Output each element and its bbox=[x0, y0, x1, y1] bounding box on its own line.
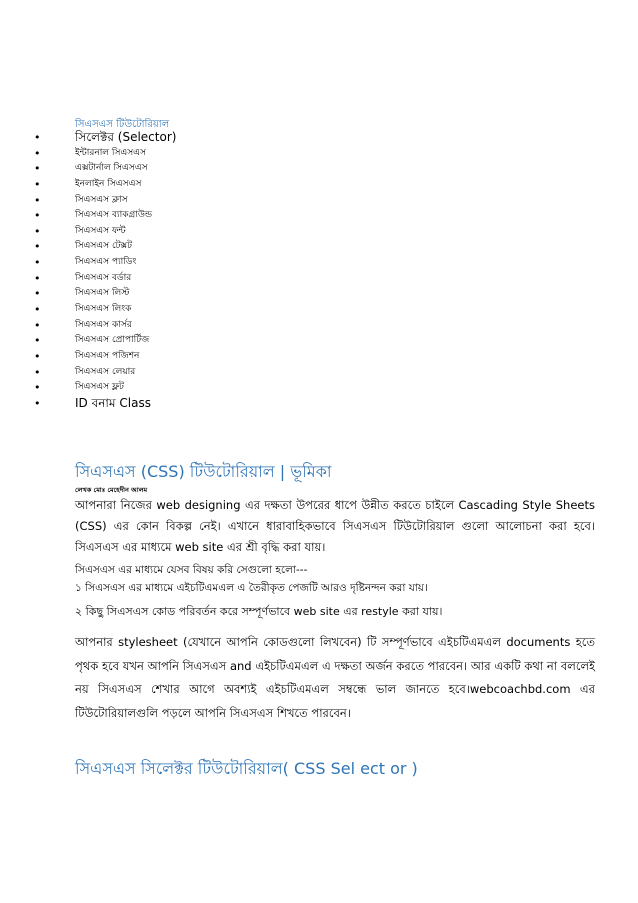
toc-list bbox=[0, 130, 560, 412]
toc-item bbox=[0, 271, 560, 287]
toc-item bbox=[0, 161, 560, 177]
toc-item bbox=[0, 349, 560, 365]
closing-paragraph: আপনার stylesheet (যেখানে আপনি কোডগুলো লিখবেন) টি সম্পূর্ণভাবে এইচটিএমএল documents হতে পৃথক হবে যখন আপনি সিএসএস and এইচটিএমএল এ দক্ষতা অর্জন করতে পারবেন। আর একটি কথা না বললেই নয় সিএসএস শেখার আগে অবশ্যই এইচটিএমএল সম্বন্ধে ভাল জানতে হবে।webcoachbd.com এর টিউটোরিয়ালগুলি পড়লে আপনি সিএসএস শিখতে পারবেন। bbox=[75, 635, 595, 720]
toc-item-label: সিএসএস লিংক bbox=[75, 304, 132, 315]
toc-item-label: সিলেক্টর (Selector) bbox=[75, 130, 177, 144]
author-line: লেখক মোঃ মেহেদীন আলম bbox=[75, 486, 148, 494]
toc-item bbox=[0, 208, 560, 224]
feature-point-1: ১ সিএসএস এর মাধ্যমে এইচটিএমএল এ তৈরীকৃত পেজটি আরও দৃষ্টিনন্দন করা যায়। bbox=[75, 582, 428, 594]
list-intro-text: সিএসএস এর মাধ্যমে যেসব বিষয় করি সেগুলো হলো--- bbox=[75, 564, 308, 576]
bullet-icon: • bbox=[34, 365, 41, 379]
bullet-icon: • bbox=[34, 177, 41, 191]
toc-item-label: সিএসএস লিস্ট bbox=[75, 288, 130, 299]
bullet-icon: • bbox=[34, 256, 41, 270]
bullet-icon: • bbox=[34, 349, 41, 363]
toc-item bbox=[0, 380, 560, 396]
bullet-icon: • bbox=[34, 209, 41, 223]
toc-item bbox=[0, 365, 560, 381]
bullet-icon: • bbox=[34, 287, 41, 301]
toc-item-label: সিএসএস ক্লাস bbox=[75, 194, 128, 205]
feature-point-2: ২ কিছু সিএসএস কোড পরিবর্তন করে সম্পূর্ণভাবে web site এর restyle করা যায়। bbox=[75, 605, 443, 618]
toc-item bbox=[0, 130, 560, 146]
toc-item-label: সিএসএস ব্যাকগ্রাউন্ড bbox=[75, 210, 153, 221]
toc-item-label: ID বনাম Class bbox=[75, 395, 151, 410]
toc-item-label: সিএসএস পজিশন bbox=[75, 350, 140, 361]
toc-item bbox=[0, 224, 560, 240]
toc-item-label: সিএসএস ফ্লট bbox=[75, 382, 124, 393]
toc-item-label: ইন্টারনাল সিএসএস bbox=[75, 147, 146, 158]
bullet-icon: • bbox=[34, 131, 41, 144]
toc-item-label: সিএসএস টেক্সট bbox=[75, 241, 133, 252]
bullet-icon: • bbox=[34, 146, 41, 160]
toc-item bbox=[0, 302, 560, 318]
toc-title: সিএসএস টিউটোরিয়াল bbox=[75, 119, 170, 130]
toc-item-label: সিএসএস বর্ডার bbox=[75, 272, 132, 283]
toc-item bbox=[0, 239, 560, 255]
toc-item-label: সিএসএস ফন্ট bbox=[75, 225, 126, 236]
toc-item-label: সিএসএস প্যাডিং bbox=[75, 257, 137, 268]
bullet-icon: • bbox=[34, 224, 41, 238]
intro-paragraph: আপনারা নিজের web designing এর দক্ষতা উপরের ধাপে উন্নীত করতে চাইলে Cascading Style Sheets (CSS) এর কোন বিকল্প নেই। এখানে ধারাবাহিকভাবে সিএসএস টিউটোরিয়াল গুলো আলোচনা করা হবে। সিএসএস এর মাধ্যমে web site এর শ্রী বৃদ্ধি করা যায়। bbox=[75, 498, 595, 554]
toc-item bbox=[0, 396, 560, 412]
bullet-icon: • bbox=[34, 318, 41, 332]
toc-item-label: সিএসএস কার্সর bbox=[75, 319, 132, 330]
bullet-icon: • bbox=[34, 303, 41, 317]
bullet-icon: • bbox=[34, 193, 41, 207]
bullet-icon: • bbox=[34, 396, 41, 410]
toc-item-label: সিএসএস লেয়ার bbox=[75, 366, 136, 377]
toc-item bbox=[0, 146, 560, 162]
section-heading-selector: সিএসএস সিলেক্টর টিউটোরিয়াল( CSS Sel ect or ) bbox=[75, 759, 418, 778]
bullet-icon: • bbox=[34, 162, 41, 176]
bullet-icon: • bbox=[34, 271, 41, 285]
toc-item bbox=[0, 333, 560, 349]
toc-item-label: এক্সটার্নাল সিএসএস bbox=[75, 163, 148, 174]
section-heading-intro: সিএসএস (CSS) টিউটোরিয়াল | ভূমিকা bbox=[75, 462, 332, 481]
toc-item bbox=[0, 286, 560, 302]
bullet-icon: • bbox=[34, 381, 41, 395]
bullet-icon: • bbox=[34, 240, 41, 254]
bullet-icon: • bbox=[34, 334, 41, 348]
toc-item bbox=[0, 177, 560, 193]
toc-item bbox=[0, 193, 560, 209]
toc-item bbox=[0, 318, 560, 334]
toc-item-label: ইনলাইন সিএসএস bbox=[75, 178, 142, 189]
toc-item-label: সিএসএস প্রোপার্টিজ bbox=[75, 335, 150, 346]
toc-item bbox=[0, 255, 560, 271]
